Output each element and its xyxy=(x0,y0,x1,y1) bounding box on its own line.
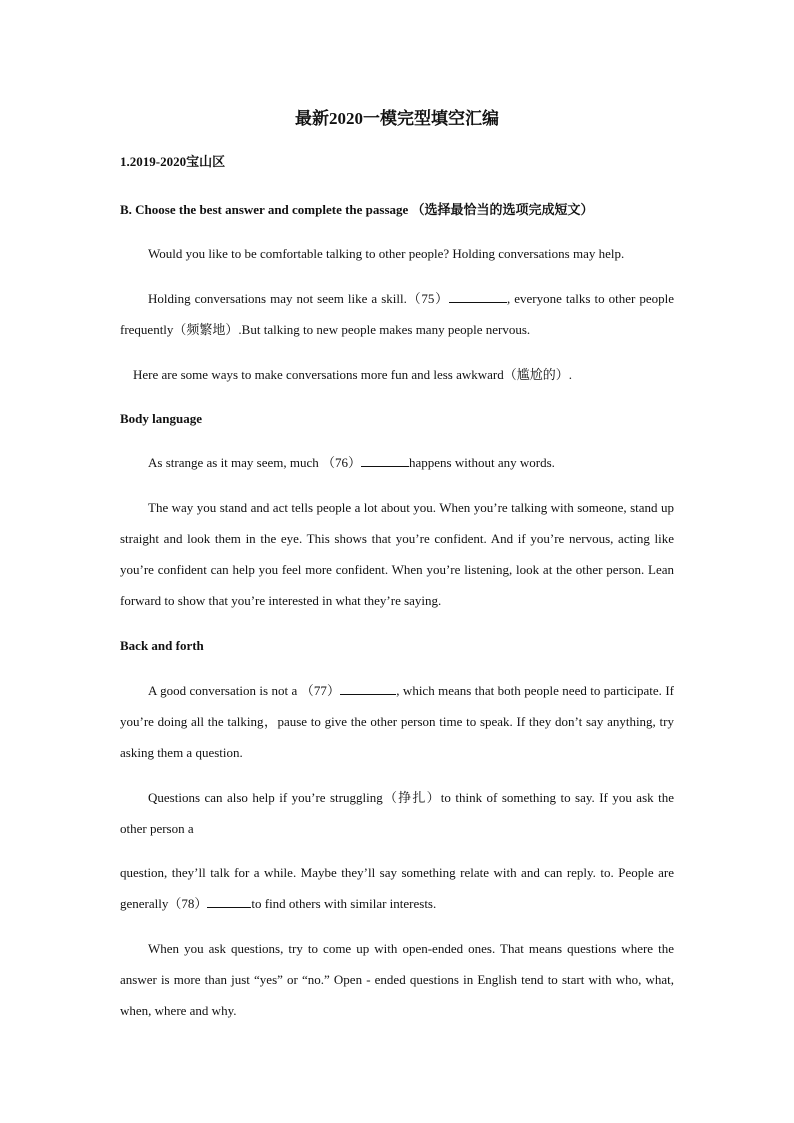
blank-78[interactable] xyxy=(207,895,251,908)
paragraph-7: Questions can also help if you’re struggling（挣扎）to think of something to say. If you ask the other person a xyxy=(120,790,674,836)
page-title: 最新2020一模完型填空汇编 xyxy=(295,109,499,128)
paragraph-1: Would you like to be comfortable talking to other people? Holding conversations may help. xyxy=(148,246,625,261)
heading-body-language: Body language xyxy=(120,411,202,426)
blank-75[interactable] xyxy=(449,290,507,303)
paragraph-8-part-2: to find others with similar interests. xyxy=(251,896,437,911)
paragraph-3: Here are some ways to make conversations more fun and less awkward（尴尬的）. xyxy=(133,367,572,382)
paragraph-8 xyxy=(120,857,674,919)
blank-76[interactable] xyxy=(361,454,409,467)
paragraph-2-part-1: Holding conversations may not seem like a skill.（75） xyxy=(148,291,449,306)
heading-back-and-forth: Back and forth xyxy=(120,638,204,653)
paragraph-8-part-1: question, they’ll talk for a while. Maybe they’ll say something relate with and can reply. to. People are generally（78） xyxy=(120,865,674,911)
section-heading: 1.2019-2020宝山区 xyxy=(120,154,226,169)
instruction-line: B. Choose the best answer and complete the passage （选择最恰当的选项完成短文） xyxy=(120,202,594,217)
paragraph-9: When you ask questions, try to come up with open-ended ones. That means questions where the answer is more than just “yes” or “no.” Open - ended questions in English tend to start with who, what, when, where and why. xyxy=(120,941,674,1018)
paragraph-4-part-2: happens without any words. xyxy=(409,455,555,470)
paragraph-4-part-1: As strange as it may seem, much （76） xyxy=(148,455,362,470)
paragraph-4 xyxy=(120,447,674,478)
paragraph-5: The way you stand and act tells people a lot about you. When you’re talking with someone, stand up straight and look them in the eye. This shows that you’re confident. And if you’re nervous, acting like you’re confident can help you feel more confident. When you’re listening, look at the other person. Lean forward to show that you’re interested in what they’re saying. xyxy=(120,500,674,608)
paragraph-6 xyxy=(120,675,674,768)
paragraph-2 xyxy=(120,283,674,345)
paragraph-6-part-2: , which means that both people need to participate. If you’re doing all the talking，pause to give the other person time to speak. If they don’t say anything, try asking them a question. xyxy=(120,683,674,760)
blank-77[interactable] xyxy=(340,682,396,695)
paragraph-6-part-1: A good conversation is not a （77） xyxy=(148,683,341,698)
paragraph-2-part-2: , everyone talks to other people frequently（频繁地）.But talking to new people makes many people nervous. xyxy=(120,291,674,337)
